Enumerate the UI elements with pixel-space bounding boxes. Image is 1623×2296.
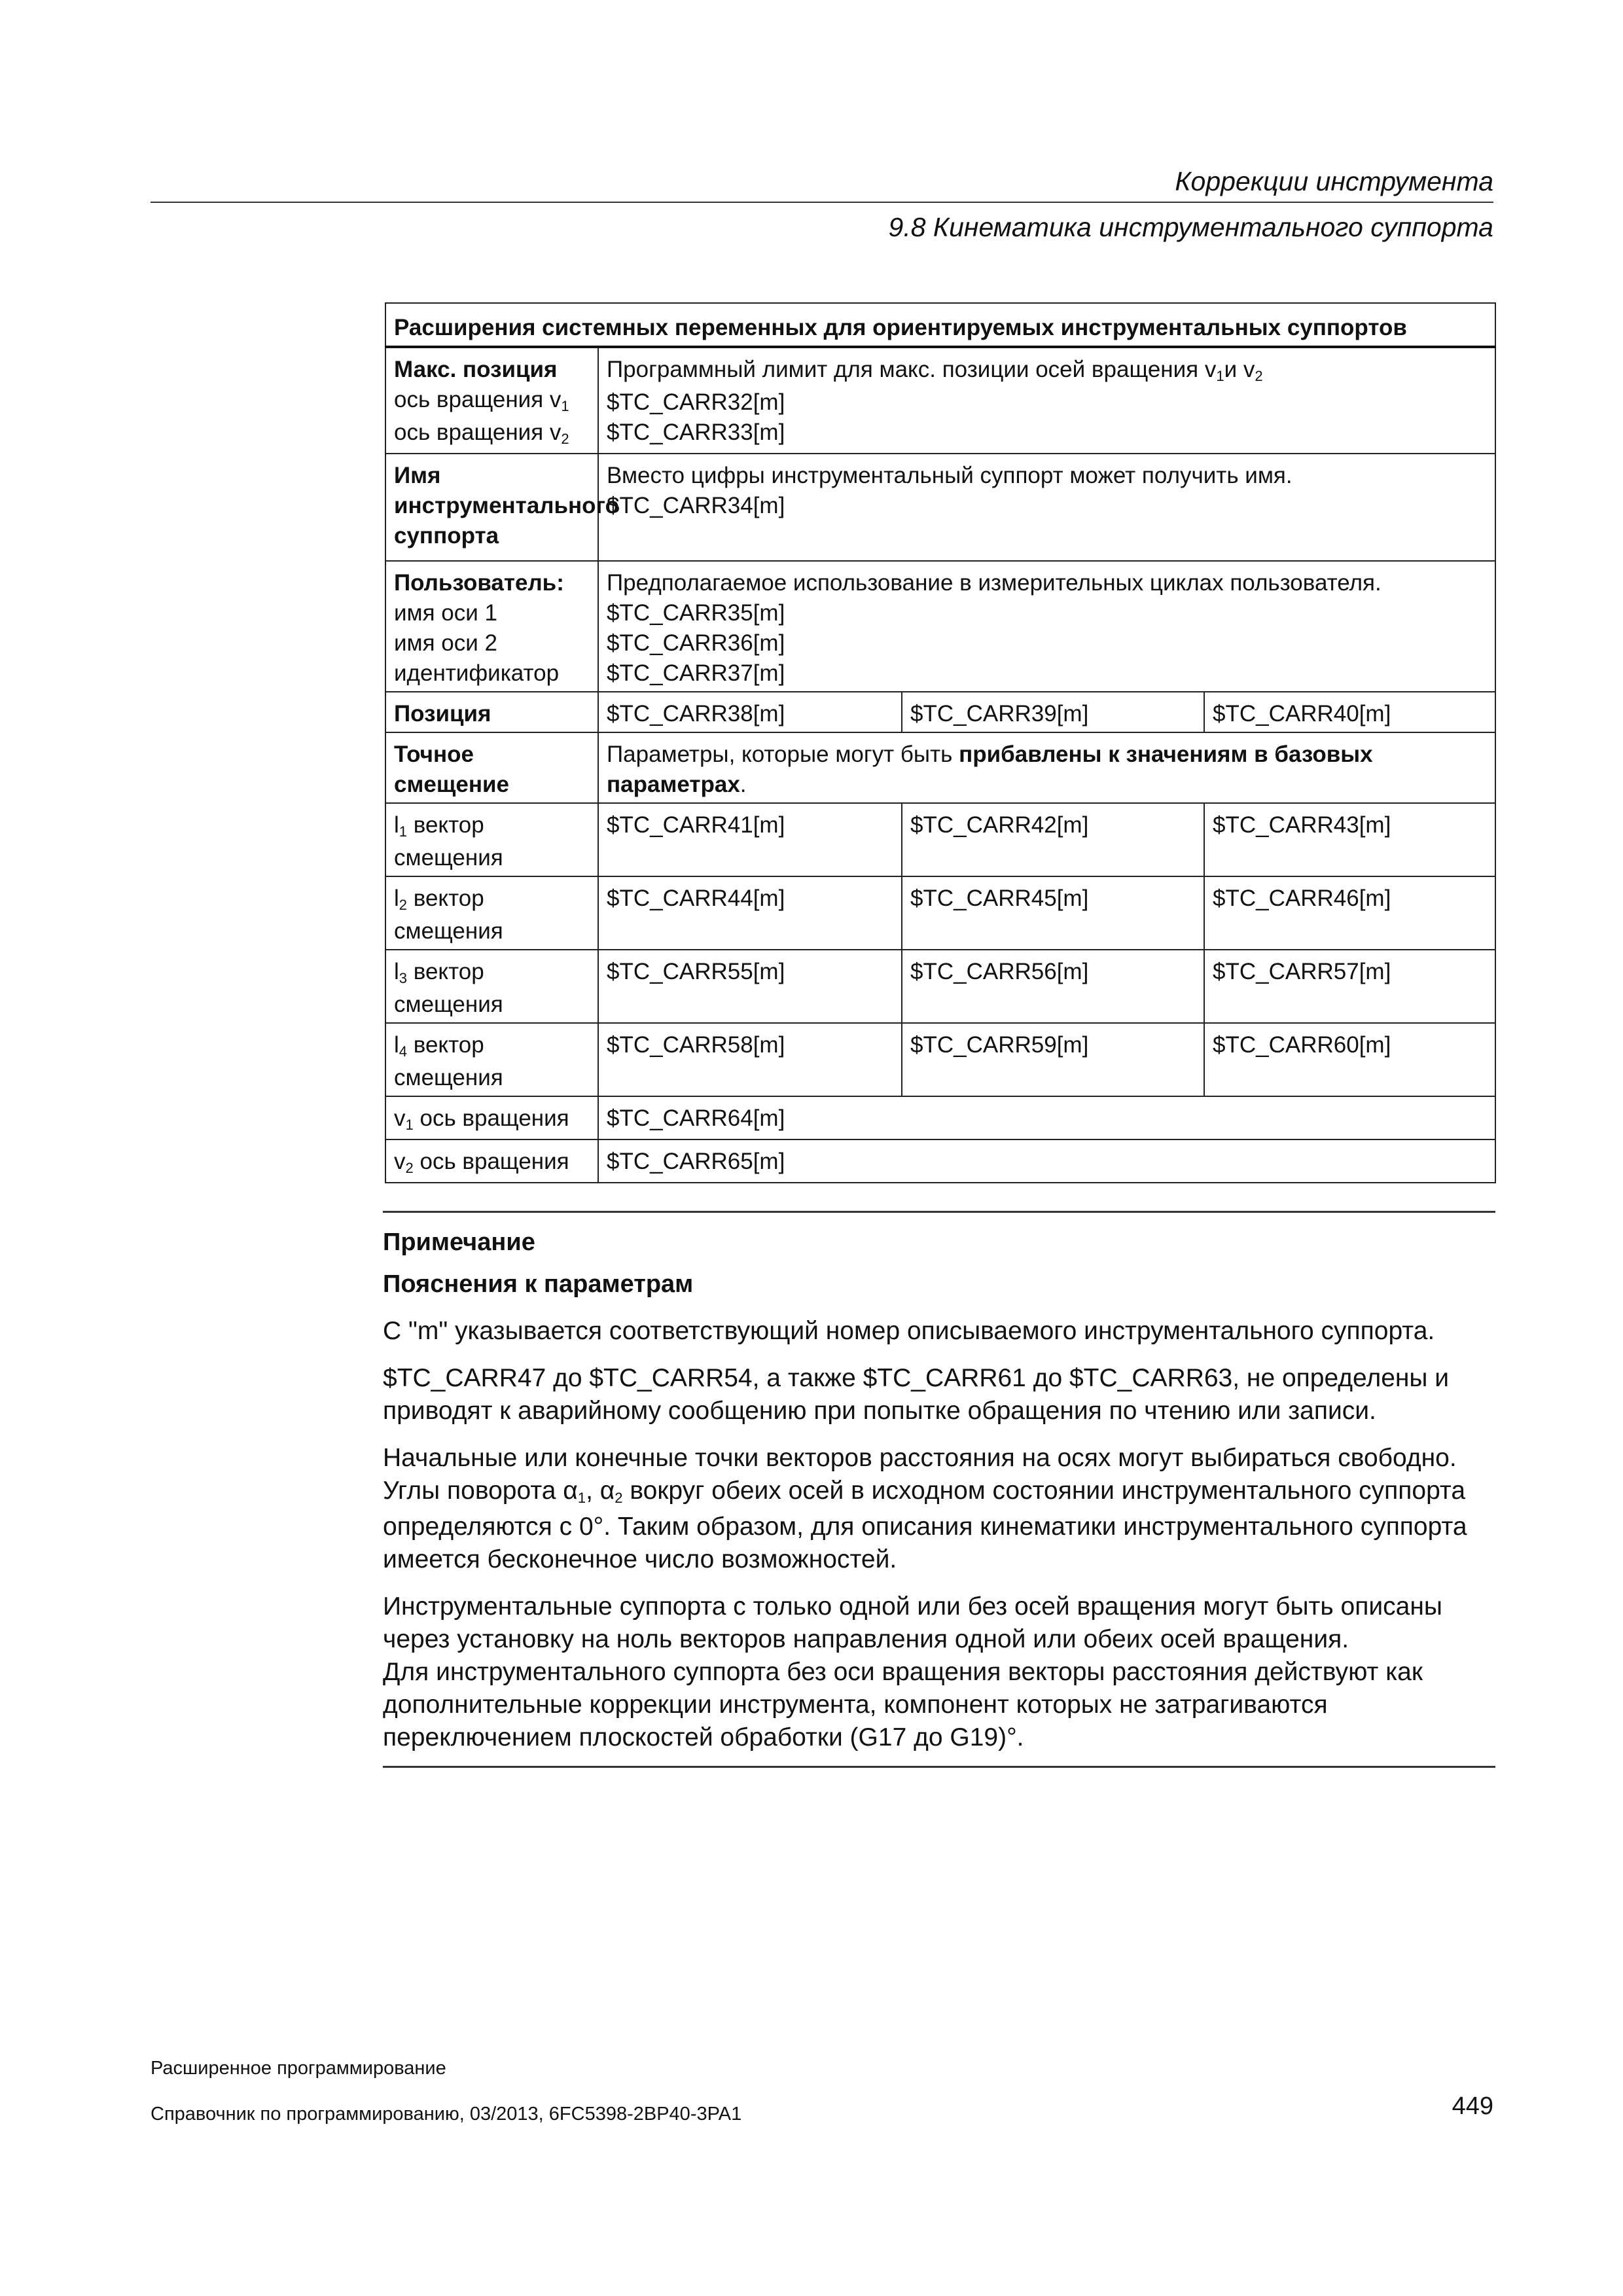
table-cell: $TC_CARR43[m] <box>1204 803 1495 876</box>
note-paragraph: $TC_CARR47 до $TC_CARR54, а также $TC_CARR61 до $TC_CARR63, не определены и приводят к аварийному сообщению при попытке обращения по чтению или записи. <box>383 1364 1450 1425</box>
page-number: 449 <box>1452 2092 1493 2120</box>
table-cell: $TC_CARR41[m] <box>598 803 902 876</box>
row-value: Параметры, которые могут быть прибавлены к значениям в базовых параметрах. <box>598 732 1495 803</box>
table-cell: $TC_CARR46[m] <box>1204 876 1495 950</box>
table-row <box>385 876 1495 950</box>
table-cell: $TC_CARR64[m] <box>598 1096 1495 1139</box>
table-row <box>385 347 1495 454</box>
table-row <box>385 692 1495 732</box>
table-cell: $TC_CARR44[m] <box>598 876 902 950</box>
page-header <box>151 164 1493 245</box>
note-subtitle: Пояснения к параметрам <box>383 1270 694 1298</box>
table-row <box>385 732 1495 803</box>
page-footer <box>151 2055 1493 2127</box>
row-label: $v_2$ ось вращения <box>385 1139 598 1183</box>
table-row <box>385 454 1495 561</box>
table-cell: $TC_CARR60[m] <box>1204 1023 1495 1096</box>
row-label: $l_2$ вектор смещения <box>385 876 598 950</box>
table-cell: $TC_CARR45[m] <box>902 876 1204 950</box>
table-cell: $TC_CARR58[m] <box>598 1023 902 1096</box>
row-label: $l_4$ вектор смещения <box>385 1023 598 1096</box>
note-paragraph: Начальные или конечные точки векторов расстояния на осях могут выбираться свободно. Углы поворота $\alpha_1$, $\alpha_2$ вокруг обеих осей в исходном состоянии инструментального суппорта определяются с 0°. Таким образом, для описания кинематики инструментального суппорта имеется бесконечное число возможностей. <box>383 1444 1467 1573</box>
note-title: Примечание <box>383 1229 535 1256</box>
parameters-table <box>385 302 1496 1183</box>
table-cell: $TC_CARR38[m] <box>598 692 902 732</box>
table-row <box>385 561 1495 692</box>
table-cell: $TC_CARR59[m] <box>902 1023 1204 1096</box>
variable: $TC_CARR36[m] <box>607 630 785 656</box>
row-value: Предполагаемое использование в измерительных циклах пользователя. $TC_CARR35[m] $TC_CARR36[m] $TC_CARR37[m] <box>598 561 1495 692</box>
variable: $TC_CARR34[m] <box>607 493 785 518</box>
row-label: $l_1$ вектор смещения <box>385 803 598 876</box>
footer-book-info: Справочник по программированию, 03/2013, 6FC5398-2BP40-3PA1 <box>151 2104 742 2125</box>
table-row <box>385 1023 1495 1096</box>
row-value: Программный лимит для макс. позиции осей вращения $v_1и$ $v_2$ $TC_CARR32[m] $TC_CARR33[m] <box>598 347 1495 454</box>
row-label: Точное смещение <box>385 732 598 803</box>
table-row <box>385 1096 1495 1139</box>
table-title: Расширения системных переменных для ориентируемых инструментальных суппортов <box>385 303 1495 347</box>
table-row <box>385 803 1495 876</box>
variable: $TC_CARR35[m] <box>607 600 785 626</box>
row-label: Макс. позиция ось вращения $v_1$ ось вращения $v_2$ <box>385 347 598 454</box>
table-row <box>385 1139 1495 1183</box>
table-cell: $TC_CARR56[m] <box>902 950 1204 1023</box>
max-pos-label: Макс. позиция <box>394 357 558 382</box>
table-cell: $TC_CARR57[m] <box>1204 950 1495 1023</box>
note-paragraph: С "m" указывается соответствующий номер описываемого инструментального суппорта. <box>383 1317 1435 1345</box>
row-label: Позиция <box>385 692 598 732</box>
note-paragraph: Инструментальные суппорта с только одной или без осей вращения могут быть описаны через установку на ноль векторов направления одной или обеих осей вращения. <box>383 1592 1442 1653</box>
footer-book-title: Расширенное программирование <box>151 2058 446 2079</box>
table-row <box>385 950 1495 1023</box>
name-label: Имя инструментального суппорта <box>394 463 620 548</box>
row-label: $l_3$ вектор смещения <box>385 950 598 1023</box>
chapter-title: Коррекции инструмента <box>1175 166 1493 196</box>
table-cell: $TC_CARR42[m] <box>902 803 1204 876</box>
table-cell: $TC_CARR39[m] <box>902 692 1204 732</box>
row-label: $v_1$ ось вращения <box>385 1096 598 1139</box>
variable: $TC_CARR37[m] <box>607 660 785 686</box>
variable: $TC_CARR32[m] <box>607 389 785 415</box>
note-bottom-rule <box>383 1766 1495 1768</box>
row-label <box>385 454 620 561</box>
note-paragraph: Для инструментального суппорта без оси вращения векторы расстояния действуют как дополнительные коррекции инструмента, компонент которых не затрагиваются переключением плоскостей обработки (G17 до G19)°. <box>383 1658 1423 1751</box>
note-box <box>383 1211 1495 1768</box>
row-label: Пользователь: имя оси 1 имя оси 2 идентификатор <box>385 561 598 692</box>
table-cell: $TC_CARR55[m] <box>598 950 902 1023</box>
section-title: 9.8 Кинематика инструментального суппорта <box>888 212 1493 242</box>
table-cell: $TC_CARR40[m] <box>1204 692 1495 732</box>
table-title-row <box>385 303 1495 347</box>
note-top-rule <box>383 1211 1495 1213</box>
variable: $TC_CARR33[m] <box>607 420 785 445</box>
header-divider <box>151 202 1493 203</box>
table-cell: $TC_CARR65[m] <box>598 1139 1495 1183</box>
row-value: Вместо цифры инструментальный суппорт может получить имя. $TC_CARR34[m] <box>598 454 1495 561</box>
